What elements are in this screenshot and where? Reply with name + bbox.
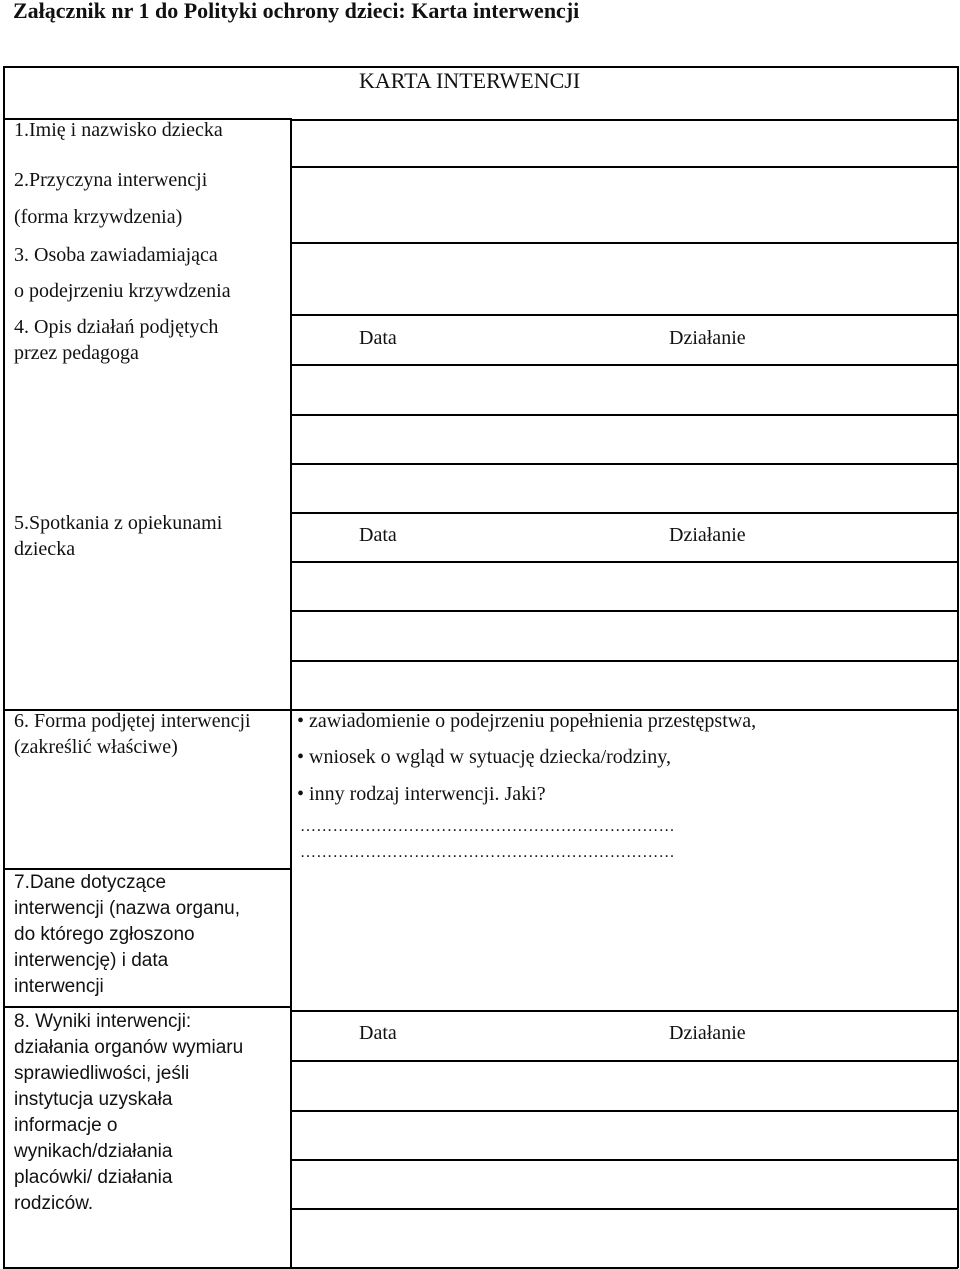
option-3[interactable] <box>297 783 546 806</box>
row-7-line: interwencji <box>14 976 104 997</box>
row-8-line: rodziców. <box>14 1193 94 1214</box>
option-2-text: wniosek o wgląd w sytuację dziecka/rodziny, <box>309 746 671 768</box>
row-3-sublabel: o podejrzeniu krzywdzenia <box>14 280 231 302</box>
row-divider <box>291 414 958 416</box>
row-8-column-action: Działanie <box>669 1022 746 1044</box>
row-7-line: 7.Dane dotyczące <box>14 872 167 893</box>
row-8-line: instytucja uzyskała <box>14 1089 173 1110</box>
row-7-line: do którego zgłoszono <box>14 924 195 945</box>
row-8-line: 8. Wyniki interwencji: <box>14 1011 192 1032</box>
document-title: Załącznik nr 1 do Polityki ochrony dzieci: Karta interwencji <box>13 0 580 23</box>
row-8-line: działania organów wymiaru <box>14 1037 244 1058</box>
row-divider <box>291 1159 958 1161</box>
row-8-line: wynikach/działania <box>14 1141 173 1162</box>
row-8-line: informacje o <box>14 1115 118 1136</box>
row-2-sublabel: (forma krzywdzenia) <box>14 206 183 228</box>
option-1-text: zawiadomienie o podejrzeniu popełnienia przestępstwa, <box>309 710 757 732</box>
row-7-line: interwencję) i data <box>14 950 169 971</box>
option-3-text: inny rodzaj interwencji. Jaki? <box>309 783 546 805</box>
table-border-bottom <box>3 1267 958 1269</box>
row-8-line: placówki/ działania <box>14 1167 173 1188</box>
row-8-line: sprawiedliwości, jeśli <box>14 1063 190 1084</box>
row-divider <box>291 1110 958 1112</box>
row-4-column-data: Data <box>359 327 397 349</box>
row-5-column-action: Działanie <box>669 524 746 546</box>
row-divider <box>291 314 958 316</box>
row-divider <box>291 166 958 168</box>
bullet-icon: • <box>297 746 305 768</box>
row-5-sublabel: dziecka <box>14 538 76 560</box>
option-1[interactable] <box>297 710 756 733</box>
row-divider-left <box>3 1006 291 1008</box>
table-border-left <box>3 66 5 1268</box>
fill-in-dots-1[interactable]: …………………………………………………………… <box>300 818 675 835</box>
row-4-sublabel: przez pedagoga <box>14 342 139 364</box>
row-4-label: 4. Opis działań podjętych <box>14 316 219 338</box>
row-5-column-data: Data <box>359 524 397 546</box>
row-7-line: interwencji (nazwa organu, <box>14 898 241 919</box>
row-divider <box>291 242 958 244</box>
row-divider <box>291 463 958 465</box>
table-border-right <box>957 66 959 1268</box>
row-divider <box>291 610 958 612</box>
row-divider <box>291 1060 958 1062</box>
row-divider <box>291 660 958 662</box>
row-divider <box>291 561 958 563</box>
card-header: KARTA INTERWENCJI <box>359 68 581 93</box>
row-6-sublabel: (zakreślić właściwe) <box>14 736 178 758</box>
row-5-label: 5.Spotkania z opiekunami <box>14 512 223 534</box>
row-divider <box>291 1010 958 1012</box>
option-2[interactable] <box>297 746 671 769</box>
bullet-icon: • <box>297 710 305 732</box>
row-1-label: 1.Imię i nazwisko dziecka <box>14 119 223 141</box>
row-6-label: 6. Forma podjętej interwencji <box>14 710 251 732</box>
column-divider <box>290 118 292 1268</box>
row-divider <box>291 364 958 366</box>
row-divider <box>291 512 958 514</box>
row-divider-left <box>3 868 291 870</box>
row-4-column-action: Działanie <box>669 327 746 349</box>
row-8-column-data: Data <box>359 1022 397 1044</box>
row-divider <box>291 1208 958 1210</box>
row-3-label: 3. Osoba zawiadamiająca <box>14 244 218 266</box>
row-2-label: 2.Przyczyna interwencji <box>14 169 208 191</box>
header-divider-right <box>291 119 958 121</box>
bullet-icon: • <box>297 783 305 805</box>
fill-in-dots-2[interactable]: …………………………………………………………… <box>300 844 675 861</box>
